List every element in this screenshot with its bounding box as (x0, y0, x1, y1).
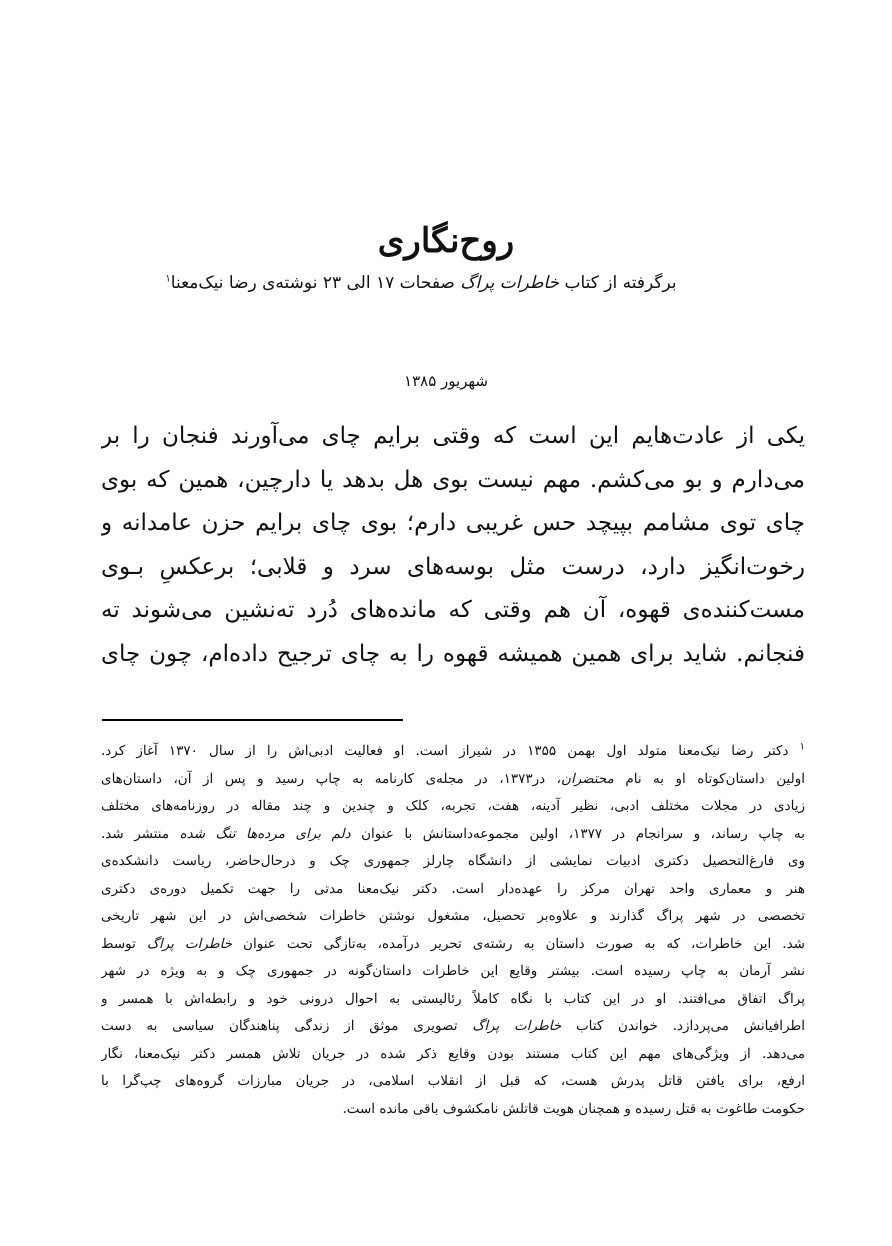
footnote-line (101, 738, 805, 766)
footnote (101, 738, 805, 1123)
footnote-text: نشر آرمان به چاپ رسیده است. بیشتر وقایع این خاطرات داستان‌گونه در جمهوری چک و به ویژه در شهر (101, 963, 805, 979)
body-line: می‌دارم و بو می‌کشم. مهم نیست بوی هل بدهد یا دارچین، همین که بوی (101, 466, 805, 493)
subtitle-suffix: صفحات ۱۷ الی ۲۳ نوشته‌ی رضا نیک‌معنا (170, 273, 461, 293)
footnote-number: ۱ (799, 741, 805, 753)
footnote-text: به چاپ رساند، و سرانجام در ۱۳۷۷، اولین مجموعه‌داستانش با عنوان (350, 825, 805, 842)
footnote-text: ، در۱۳۷۳، در مجله‌ی کارنامه به چاپ رسید و پس از آن، داستان‌های (101, 770, 562, 787)
body-line: فنجانم. شاید برای همین همیشه قهوه را به چای ترجیح داده‌ام، چون چای (101, 640, 805, 667)
footnote-text: می‌دهد. از ویژگی‌های مهم این کتاب مستند بودن وقایع ذکر شده در جریان تلاش همسر دکتر نیک‌معنا، نگار (101, 1045, 805, 1062)
footnote-italic-title: خاطرات پراگ (146, 935, 233, 952)
footnote-text: اولین داستان‌کوتاه او به نام (613, 770, 805, 787)
footnote-text: زیادی در مجلات مختلف ادبی، نظیر آدینه، هفت، تجربه، کلک و چندین و چند مقاله در روزنامه‌های مختلف (101, 798, 805, 814)
footnote-text: پراگ اتفاق می‌افتند. او در این کتاب با نگاه کاملاً رئالیستی به احوال درونی خود و رابطه‌اش با همسر و (101, 990, 805, 1007)
footnote-text: وی فارغ‌التحصیل دکتری ادبیات نمایشی از دانشگاه چارلز جمهوری چک و درحال‌حاضر، ریاست دانشکده‌ی (101, 853, 805, 869)
footnote-text: تخصصی در شهر پراگ گذارند و علاوه‌بر تحصیل، مشغول نوشتن خاطرات شخصی‌اش در این شهر تاریخی (101, 908, 805, 924)
footnote-separator (102, 719, 403, 721)
footnote-line (101, 848, 805, 876)
footnote-line (101, 821, 805, 849)
footnote-line (101, 1013, 805, 1041)
footnote-line (101, 766, 805, 794)
footnote-text: توسط (101, 935, 147, 952)
footnote-text: شد. این خاطرات، که به صورت داستان به رشته‌ی تحریر درآمده، به‌تازگی تحت عنوان (232, 935, 805, 952)
footnote-line (101, 1041, 805, 1069)
footnote-text: حکومت طاغوت به قتل رسیده و همچنان هویت قاتلش نامکشوف باقی مانده است. (342, 1100, 805, 1117)
date-line: شهریور ۱۳۸۵ (404, 372, 488, 390)
footnote-italic-title: محتضران (561, 770, 614, 787)
footnote-italic-title: دلم برای مرده‌ها تنگ شده (179, 825, 351, 842)
footnote-line (101, 903, 805, 931)
footnote-text: منتشر شد. (101, 825, 180, 842)
footnote-line (101, 958, 805, 986)
footnote-line (101, 986, 805, 1014)
footnote-line (101, 793, 805, 821)
footnote-line (101, 1096, 805, 1124)
body-paragraph (101, 415, 805, 676)
footnote-text: هنر و معماری واحد تهران مرکز را عهده‌دار است. دکتر نیک‌معنا مدتی را جهت تکمیل دوره‌ی دکتری (101, 880, 805, 897)
footnote-reference-mark[interactable]: ۱ (165, 273, 171, 285)
body-line: چای توی مشامم بپیچد حس غریبی دارم؛ بوی چای برایم حزن عامدانه و (101, 510, 805, 536)
body-line: یکی از عادت‌هایم این است که وقتی برایم چای می‌آورند فنجان را بر (101, 423, 805, 449)
body-line: مست‌کننده‌ی قهوه، آن هم وقتی که مانده‌های دُرد ته‌نشین می‌شوند ته (101, 597, 805, 623)
footnote-text: اطرافیانش می‌پردازد. خواندن کتاب (561, 1018, 805, 1034)
page-title: روح‌نگاری (377, 221, 515, 261)
footnote-text: ارفع، برای یافتن قاتل پدرش هست، که قبل از انقلاب اسلامی، در جریان مبارزات گروه‌های چپ‌گرا با (101, 1073, 805, 1089)
page-subtitle (100, 268, 742, 298)
footnote-italic-title: خاطرات پراگ (472, 1018, 562, 1034)
footnote-line (101, 876, 805, 904)
footnote-text: دکتر رضا نیک‌معنا متولد اول بهمن ۱۳۵۵ در شیراز است. او فعالیت ادبی‌اش را از سال ۱۳۷۰ آغاز کرد. (101, 743, 800, 759)
footnote-line (101, 1068, 805, 1096)
subtitle-prefix: برگرفته از کتاب (559, 273, 677, 293)
subtitle-book-title: خاطرات پراگ (460, 273, 560, 293)
footnote-line (101, 931, 805, 959)
footnote-text: تصویری موثق از زندگی پناهندگان سیاسی به دست (101, 1018, 473, 1034)
body-line: رخوت‌انگیز دارد، درست مثل بوسه‌های سرد و قلابی؛ برعکسِ بـوی (101, 553, 805, 580)
